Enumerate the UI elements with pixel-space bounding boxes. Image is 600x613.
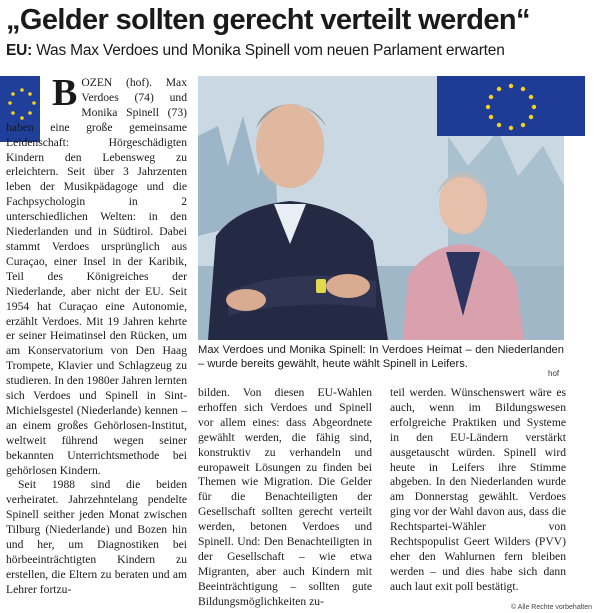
article-paragraph: bilden. Von diesen EU-Wahlen erhoffen sich Verdoes und Spinell vor allem eines: dass Abgeordnete gewählt werden, die fähig sind, konstruktiv zu verhandeln und europaweit Lösungen zu finden bei Themen wie Migration. Die Gelder für die Benachteiligten der Gesellschaft sollten gerecht verteilt werden, betonen Verdoes und Spinell. Und: Den Benachteiligten in der Gesellschaft – wie etwa Migranten, aber auch Kindern mit Beeinträchtigung – sollten gute Bildungsmöglichkeiten zu- [198, 386, 372, 608]
subheadline [6, 40, 596, 62]
photo-credit: hof [548, 369, 560, 378]
article-paragraph: teil werden. Wünschenswert wäre es auch, wenn im Bildungswesen erfolgreiche Praktiken und Systeme in den EU-Ländern verstärkt ausgetauscht würden. Spinell wird heute in Leifers ihre Stimme abgeben. In den Niederlanden wurde am Donnerstag gewählt. Verdoes ging vor der Wahl davon aus, dass die Rechtspartei-Wähler von Rechtspopulist Geert Wilders (PVV) eher den Wahlurnen fern bleiben werden – und dies habe sich dann auch laut exit poll bestätigt. [390, 386, 566, 593]
eu-stars-icon [437, 76, 585, 136]
article-paragraph: Seit 1988 sind die beiden verheiratet. Jahrzehntelang pendelte Spinell seither jeden Monat zwischen Tilburg (Niederlande) und Bozen hin und her, um Diagnostiken bei hörbeeinträchtigten Kindern zu erstellen, die Eltern zu beraten und am Lehrer fortzu- [6, 478, 187, 596]
article-paragraph [6, 72, 187, 478]
drop-cap: B [52, 72, 78, 114]
subhead-kicker: EU: [6, 42, 33, 59]
headline: „Gelder sollten gerecht verteilt werden“ [6, 4, 530, 36]
article-column-1 [6, 72, 187, 598]
eu-flag-right-image [437, 76, 585, 136]
article-column-3 [390, 386, 566, 595]
subhead-text: Was Max Verdoes und Monika Spinell vom neuen Parlament erwarten [32, 42, 505, 59]
copyright-notice: © Alle Rechte vorbehalten [510, 604, 592, 611]
article-column-2 [198, 386, 372, 610]
photo-caption: Max Verdoes und Monika Spinell: In Verdoes Heimat – den Niederlanden – wurde bereits gewählt, heute wählt Spinell in Leifers. [198, 344, 564, 370]
paragraph-text: OZEN (hof). Max Verdoes (74) und Monika Spinell (73) haben eine große gemeinsame Leidenschaft: Hörgeschädigten Kindern den Lebensweg zu erleichtern. Seit über 3 Jahrzenten leben der Musikpädagoge und die Fachpsychologin in 2 unterschiedlichen Welten: in den Niederlanden und in Südtirol. Dabei stammt Verdoes ursprünglich aus Curaçao, einer Insel in der Karibik, Teil des Königreiches der Niederlande, aber nicht der EU. Seit 1954 hat Curaçao eine Autonomie, erzählt Verdoes. Mit 19 Jahren kehrte er seiner Heimatinsel den Rücken, um am Konservatorium von Den Haag Trompete, Klavier und Schlagzeug zu studieren. In den 1980er Jahren lernten sich Verdoes und Spinell in Sint-Michielsgestel (Niederlande) kennen – an einem großes Gehörlosen-Institut, weltweit führend wegen seiner bekannten Unterrichtsmethode bei gehörlosen Kindern. [6, 76, 187, 477]
